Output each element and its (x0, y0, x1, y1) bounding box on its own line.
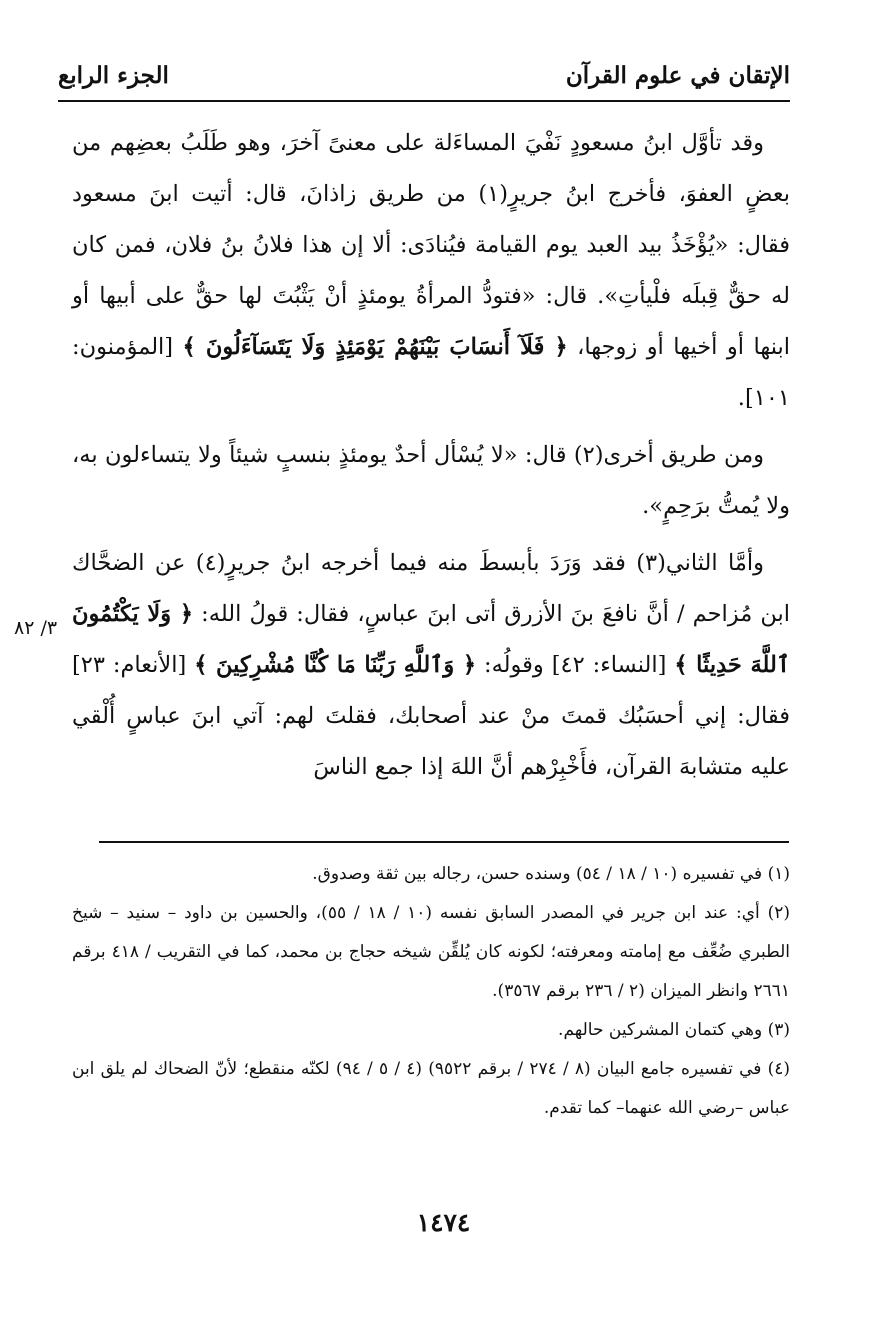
book-title: الإتقان في علوم القرآن (565, 62, 790, 89)
verse-citation-muminun: [المؤمنون: ١٠١]. (72, 334, 790, 411)
paragraph-3 (72, 538, 790, 793)
header-rule (58, 100, 790, 102)
footnote-3: (٣) وهي كتمان المشركين حالهم. (558, 1020, 790, 1040)
footnote-1: (١) في تفسيره (١٠ / ١٨ / ٥٤) وسنده حسن، رجاله بين ثقة وصدوق. (312, 864, 790, 884)
margin-page-reference: ٣/ ٨٢ (14, 617, 58, 639)
quran-verse-anam-23: ﴿ وَٱللَّهِ رَبِّنَا مَا كُنَّا مُشْرِكِينَ ﴾ (194, 652, 477, 678)
part-label: الجزء الرابع (58, 62, 169, 89)
footnote-separator (99, 841, 789, 843)
paragraph-2: ومن طريق أخرى(٢) قال: «لا يُسْأل أحدٌ يومئذٍ بنسبٍ شيئاً ولا يتساءلون به، ولا يُمتُّ برَحِمٍ». (72, 442, 790, 519)
footnote-2: (٢) أي: عند ابن جرير في المصدر السابق نفسه (١٠ / ١٨ / ٥٥)، والحسين بن داود – سنيد – شيخ الطبري ضُعِّف مع إمامته ومعرفته؛ لكونه كان يُلقِّن شيخه حجاج بن محمد، كما في التقريب / ٤١٨ برقم ٢٦٦١ وانظر الميزان (٢ / ٢٣٦ برقم ٣٥٦٧). (72, 903, 790, 1001)
paragraph-3-text-b: [النساء: ٤٢] وقولُه: (476, 652, 675, 678)
main-text (72, 118, 790, 793)
footnote-4: (٤) في تفسيره جامع البيان (٨ / ٢٧٤ / برقم ٩٥٢٢) (٤ / ٥ / ٩٤) لكنّه منقطع؛ لأنّ الضحاك لم يلق ابن عباس –رضي الله عنهما– كما تقدم. (72, 1059, 791, 1118)
footnotes (72, 855, 790, 1128)
paragraph-1 (72, 118, 790, 424)
quran-verse-nisa-42: ﴿ وَلَا يَكْتُمُونَ ٱللَّهَ حَدِيثًا ﴾ (72, 601, 790, 678)
paragraph-3-text-a: وأمَّا الثاني(٣) فقد وَرَدَ بأبسطَ منه فيما أخرجه ابنُ جريرٍ(٤) عن الضحَّاك ابن مُزاحم / أنَّ نافعَ بنَ الأزرق أتى ابنَ عباسٍ، فقال: قولُ الله: (72, 550, 790, 627)
paragraph-3-text-c: [الأنعام: ٢٣] فقال: إني أحسَبُك قمتَ منْ عند أصحابك، فقلتَ لهم: آتي ابنَ عباسٍ أُلْقي عليه متشابهَ القرآن، فأَخْبِرْهم أنَّ اللهَ إذا جمع الناسَ (72, 652, 790, 780)
running-header (58, 58, 790, 102)
quran-verse-muminun-101: ﴿ فَلَآ أَنسَابَ بَيْنَهُمْ يَوْمَئِذٍ وَلَا يَتَسَآءَلُونَ ﴾ (182, 334, 568, 360)
page-number: ١٤٧٤ (416, 1208, 471, 1237)
paragraph-1-text: وقد تأوَّل ابنُ مسعودٍ نَفْيَ المساءَلة على معنىً آخرَ، وهو طَلَبُ بعضِهم من بعضٍ العفوَ، فأخرج ابنُ جريرٍ(١) من طريق زاذانَ، قال: أتيت ابنَ مسعود فقال: «يُؤْخَذُ بيد العبد يوم القيامة فيُنادَى: ألا إن هذا فلانُ بنُ فلان، فمن كان له حقٌّ قِبلَه فلْيأتِ». قال: «فتودُّ المرأةُ يومئذٍ أنْ يَثْبُتَ لها حقٌّ على أبيها أو ابنها أو أخيها أو زوجها، (72, 130, 790, 360)
